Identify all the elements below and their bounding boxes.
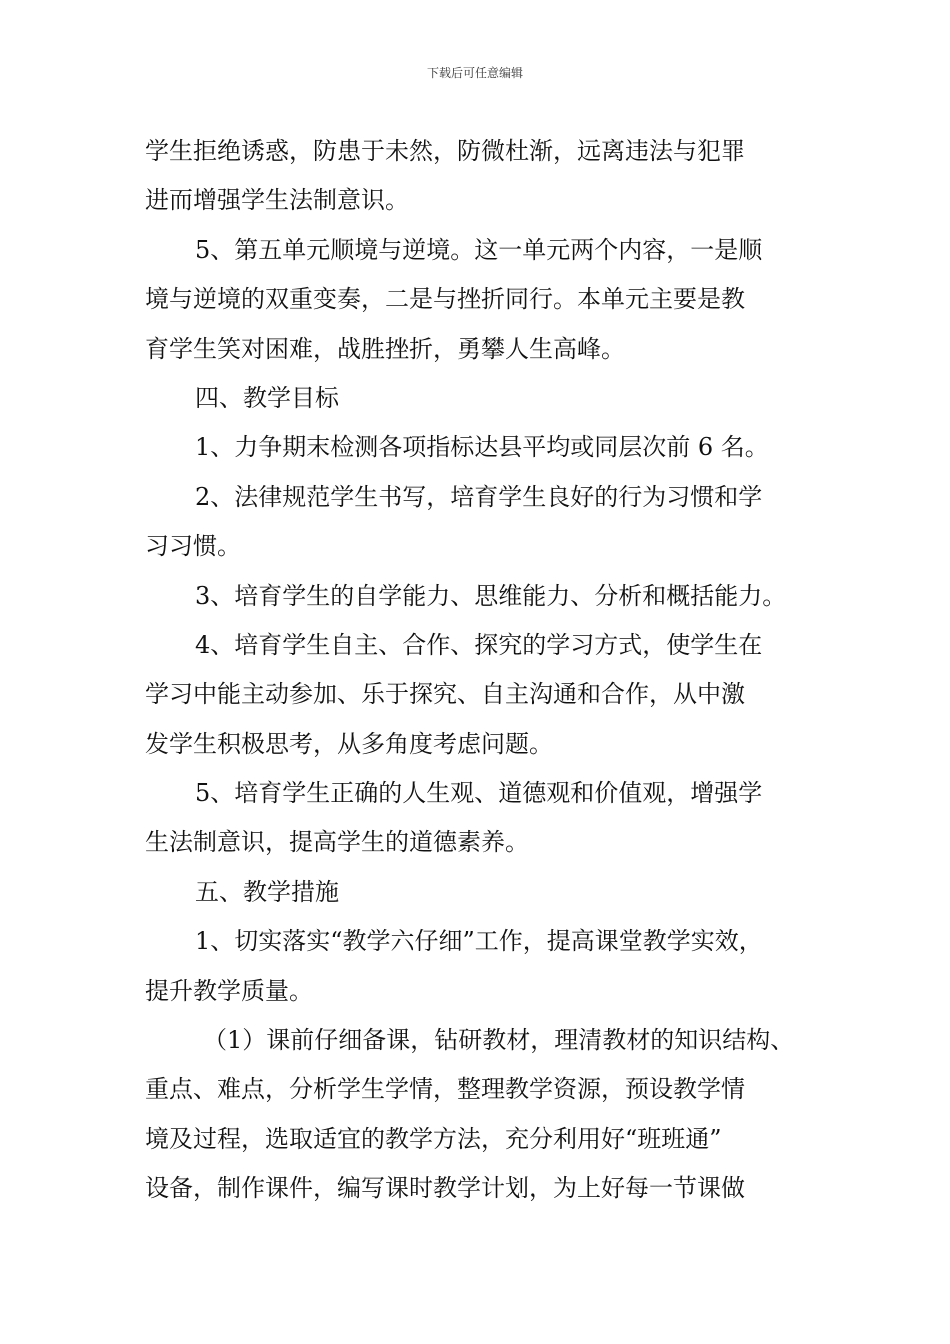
text-line: 境与逆境的双重变奏，二是与挫折同行。本单元主要是教 bbox=[145, 285, 745, 314]
text-line: （1）课前仔细备课，钻研教材，理清教材的知识结构、 bbox=[203, 1026, 795, 1055]
text-line: 进而增强学生法制意识。 bbox=[145, 186, 409, 215]
section-heading: 四、教学目标 bbox=[195, 383, 339, 412]
text-line: 重点、难点，分析学生学情，整理教学资源，预设教学情 bbox=[145, 1075, 745, 1104]
text-line: 育学生笑对困难，战胜挫折，勇攀人生高峰。 bbox=[145, 334, 625, 363]
text-line: 设备，制作课件，编写课时教学计划，为上好每一节课做 bbox=[145, 1174, 745, 1203]
text-line: 提升教学质量。 bbox=[145, 976, 313, 1005]
text-line: 3、培育学生的自学能力、思维能力、分析和概括能力。 bbox=[195, 581, 787, 610]
text-line: 1、切实落实“教学六仔细”工作，提高课堂教学实效， bbox=[195, 927, 763, 956]
text-line: 学习中能主动参加、乐于探究、自主沟通和合作，从中激 bbox=[145, 680, 745, 709]
text-line: 习习惯。 bbox=[145, 532, 241, 561]
section-heading: 五、教学措施 bbox=[195, 877, 339, 906]
text-line: 1、力争期末检测各项指标达县平均或同层次前 6 名。 bbox=[195, 433, 769, 462]
text-line: 4、培育学生自主、合作、探究的学习方式，使学生在 bbox=[195, 630, 763, 659]
text-line: 5、第五单元顺境与逆境。这一单元两个内容，一是顺 bbox=[195, 235, 763, 264]
document-body bbox=[145, 127, 815, 1214]
text-line: 发学生积极思考，从多角度考虑问题。 bbox=[145, 729, 553, 758]
text-line: 境及过程，选取适宜的教学方法，充分利用好“班班通” bbox=[145, 1124, 722, 1153]
text-line: 5、培育学生正确的人生观、道德观和价值观，增强学 bbox=[195, 779, 763, 808]
text-line: 2、法律规范学生书写，培育学生良好的行为习惯和学 bbox=[195, 482, 763, 511]
page-header: 下载后可任意编辑 bbox=[426, 66, 523, 80]
text-line: 学生拒绝诱惑，防患于未然，防微杜渐，远离违法与犯罪 bbox=[145, 137, 745, 165]
text-line: 生法制意识，提高学生的道德素养。 bbox=[145, 828, 529, 857]
